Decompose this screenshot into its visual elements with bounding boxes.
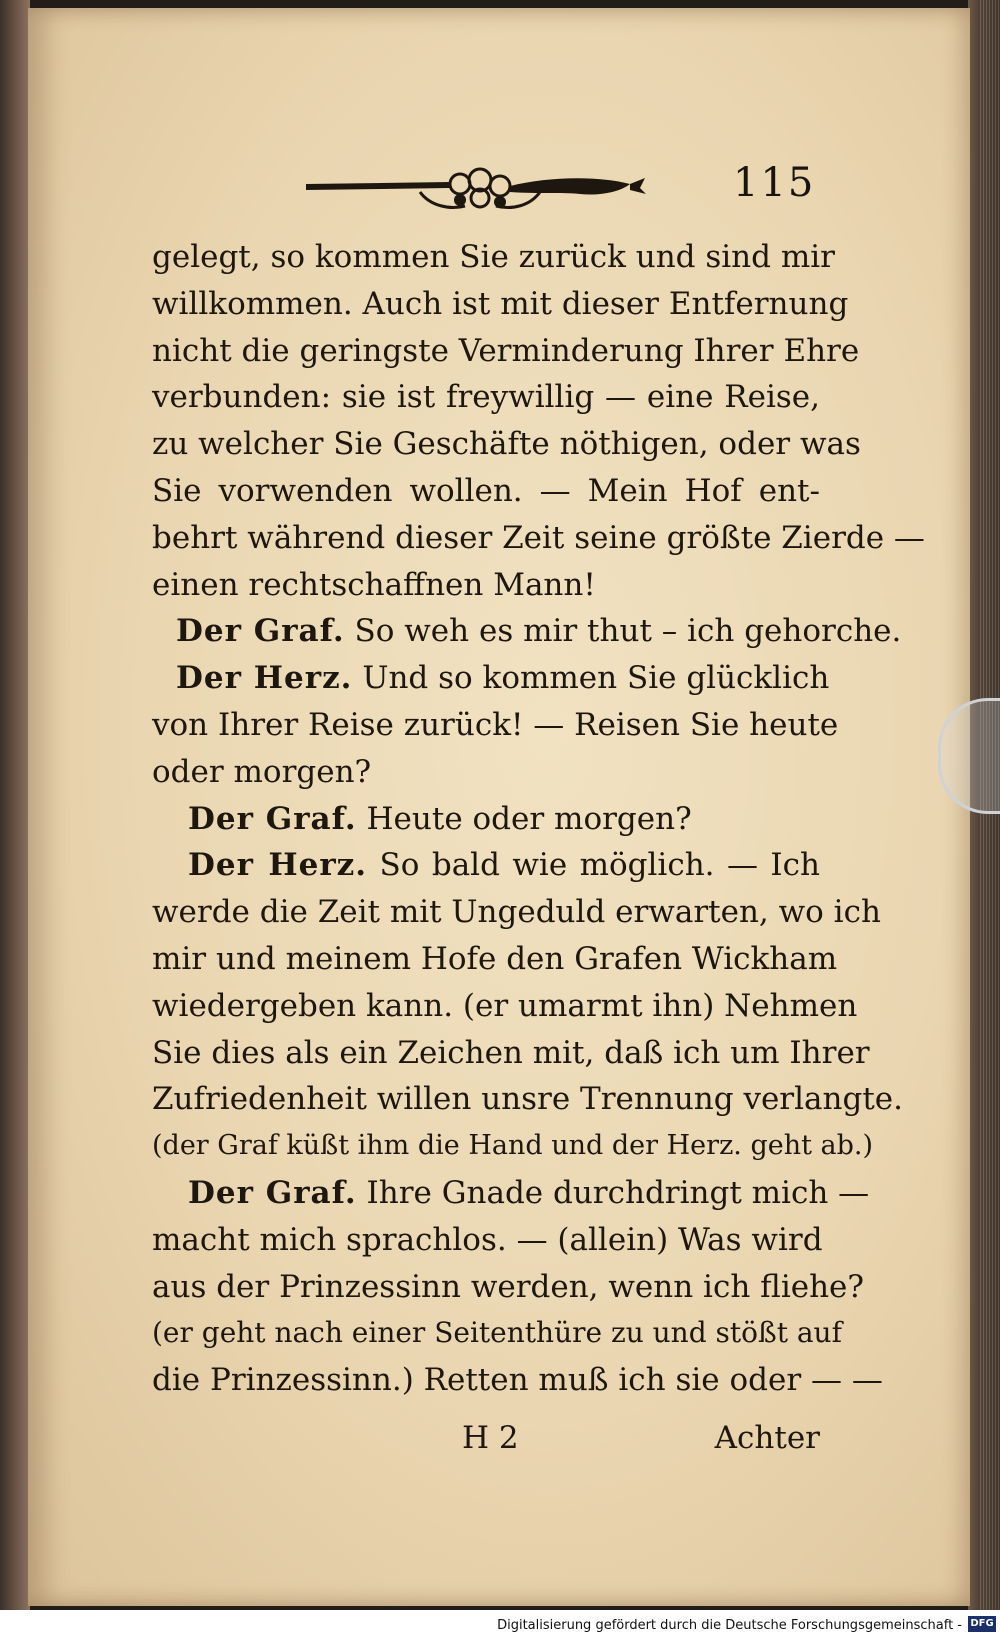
stage-direction: (er geht nach einer Seitenthüre zu und stößt auf [152,1316,842,1350]
text-line: Zufriedenheit willen unsre Trennung verlangte. [152,1081,903,1118]
text-line: die Prinzessinn.) Retten muß ich sie oder — — [152,1362,883,1399]
text-line: macht mich sprachlos. — (allein) Was wird [152,1221,823,1258]
stage-direction: (der Graf küßt ihm die Hand und der Herz. geht ab.) [152,1130,874,1162]
speaker-name: Der Herz. [188,847,368,884]
text-line: oder morgen? [152,753,372,790]
text-line: Der Graf. Heute oder morgen? [188,800,692,837]
ornament-headpiece [300,162,660,218]
credit-bar [0,1610,1000,1639]
book-spine-edge [0,0,30,1610]
speaker-name: Der Herz. [176,660,353,697]
speaker-name: Der Graf. [176,613,345,650]
text-line: nicht die geringste Verminderung Ihrer Ehre [152,332,860,369]
body-text [152,234,925,1404]
text-line: Der Graf. So weh es mir thut – ich gehorche. [176,613,902,650]
page-footer [152,1420,820,1470]
text-line: werde die Zeit mit Ungeduld erwarten, wo ich [152,894,881,931]
text-line: willkommen. Auch ist mit dieser Entfernung [152,285,849,322]
text-line: Sie vorwenden wollen. — Mein Hof ent- [152,472,820,509]
text-line: Der Herz. So bald wie möglich. — Ich [188,847,820,884]
text-line: aus der Prinzessinn werden, wenn ich fliehe? [152,1268,865,1305]
text-line: verbunden: sie ist freywillig — eine Reise, [152,379,820,416]
page-number: 115 [733,160,816,206]
text-line: Der Graf. Ihre Gnade durchdringt mich — [188,1174,870,1211]
text-line: wiedergeben kann. (er umarmt ihn) Nehmen [152,987,858,1024]
text-line: von Ihrer Reise zurück! — Reisen Sie heute [152,706,839,743]
dfg-logo: DFG [968,1616,996,1632]
text-line: behrt während dieser Zeit seine größte Zierde — [152,519,925,556]
text-line: mir und meinem Hofe den Grafen Wickham [152,940,838,977]
signature-mark: H 2 [462,1420,519,1456]
credit-text: Digitalisierung gefördert durch die Deutsche Forschungsgemeinschaft - [497,1618,962,1633]
catchword: Achter [714,1420,820,1456]
text-line: gelegt, so kommen Sie zurück und sind mir [152,239,835,275]
text-line: einen rechtschaffnen Mann! [152,566,596,603]
text-line: Sie dies als ein Zeichen mit, daß ich um Ihrer [152,1034,870,1071]
speaker-name: Der Graf. [188,800,357,837]
text-line: zu welcher Sie Geschäfte nöthigen, oder was [152,426,861,463]
speaker-name: Der Graf. [188,1174,357,1211]
text-line: Der Herz. Und so kommen Sie glücklich [176,660,830,697]
